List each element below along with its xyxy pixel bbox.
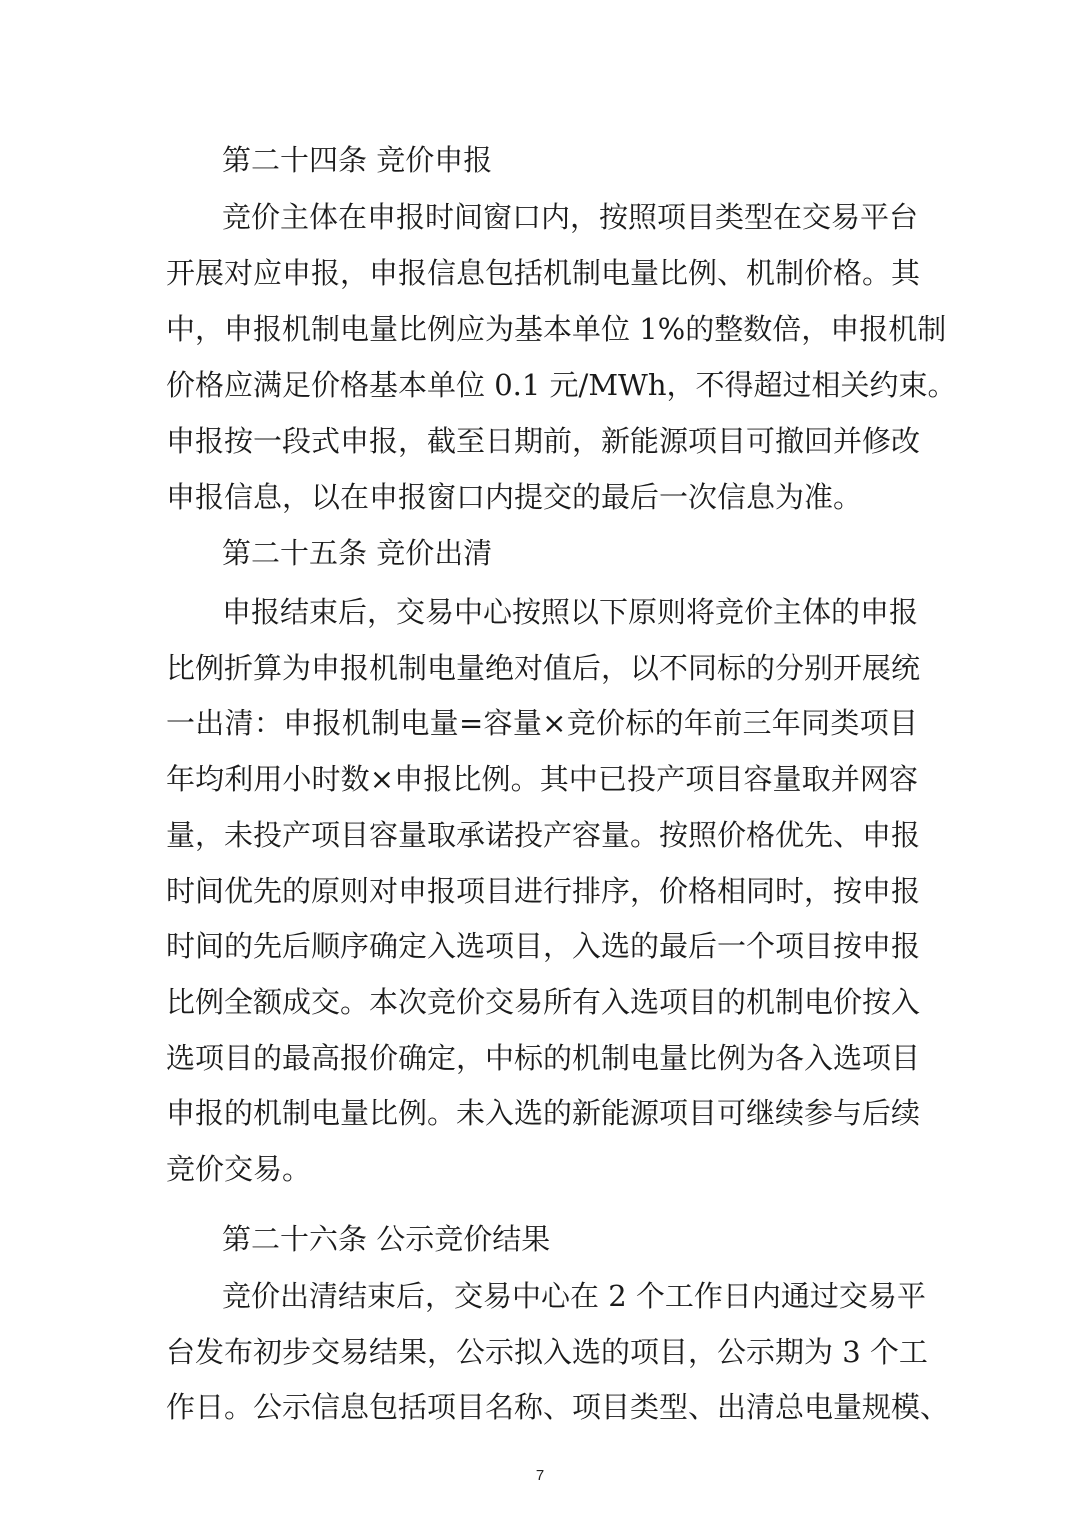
article-24-line: 申报信息，以在申报窗口内提交的最后一次信息为准。 [166, 480, 863, 514]
article-25-line: 年均利用小时数×申报比例。其中已投产项目容量取并网容 [166, 762, 918, 796]
article-25-line: 时间优先的原则对申报项目进行排序，价格相同时，按申报 [166, 874, 921, 908]
article-25-line: 量，未投产项目容量取承诺投产容量。按照价格优先、申报 [166, 818, 921, 852]
article-24-line: 申报按一段式申报，截至日期前，新能源项目可撤回并修改 [166, 424, 921, 458]
article-26-line: 作日。公示信息包括项目名称、项目类型、出清总电量规模、 [166, 1390, 950, 1424]
article-24-line: 竞价主体在申报时间窗口内，按照项目类型在交易平台 [222, 200, 919, 234]
article-25-line: 选项目的最高报价确定，中标的机制电量比例为各入选项目 [166, 1041, 921, 1075]
article-25-line: 申报结束后，交易中心按照以下原则将竞价主体的申报 [222, 595, 919, 629]
article-24-heading: 第二十四条 竞价申报 [222, 143, 493, 177]
article-25-line: 竞价交易。 [166, 1152, 312, 1186]
article-25-line: 申报的机制电量比例。未入选的新能源项目可继续参与后续 [166, 1096, 921, 1130]
article-26-line: 竞价出清结束后，交易中心在 2 个工作日内通过交易平 [222, 1279, 926, 1313]
article-25-line: 比例全额成交。本次竞价交易所有入选项目的机制电价按入 [166, 985, 921, 1019]
article-24-line: 中，申报机制电量比例应为基本单位 1%的整数倍，申报机制 [166, 312, 947, 346]
article-24-line: 开展对应申报，申报信息包括机制电量比例、机制价格。其 [166, 256, 921, 290]
article-25-line: 时间的先后顺序确定入选项目，入选的最后一个项目按申报 [166, 929, 921, 963]
article-25-line: 比例折算为申报机制电量绝对值后，以不同标的分别开展统 [166, 651, 921, 685]
article-25-line: 一出清：申报机制电量=容量×竞价标的年前三年同类项目 [166, 706, 918, 740]
article-25-heading: 第二十五条 竞价出清 [222, 536, 493, 570]
article-26-heading: 第二十六条 公示竞价结果 [222, 1222, 551, 1256]
page-number: 7 [535, 1467, 545, 1484]
article-24-line: 价格应满足价格基本单位 0.1 元/MWh，不得超过相关约束。 [166, 368, 957, 402]
article-26-line: 台发布初步交易结果，公示拟入选的项目，公示期为 3 个工 [166, 1335, 928, 1369]
